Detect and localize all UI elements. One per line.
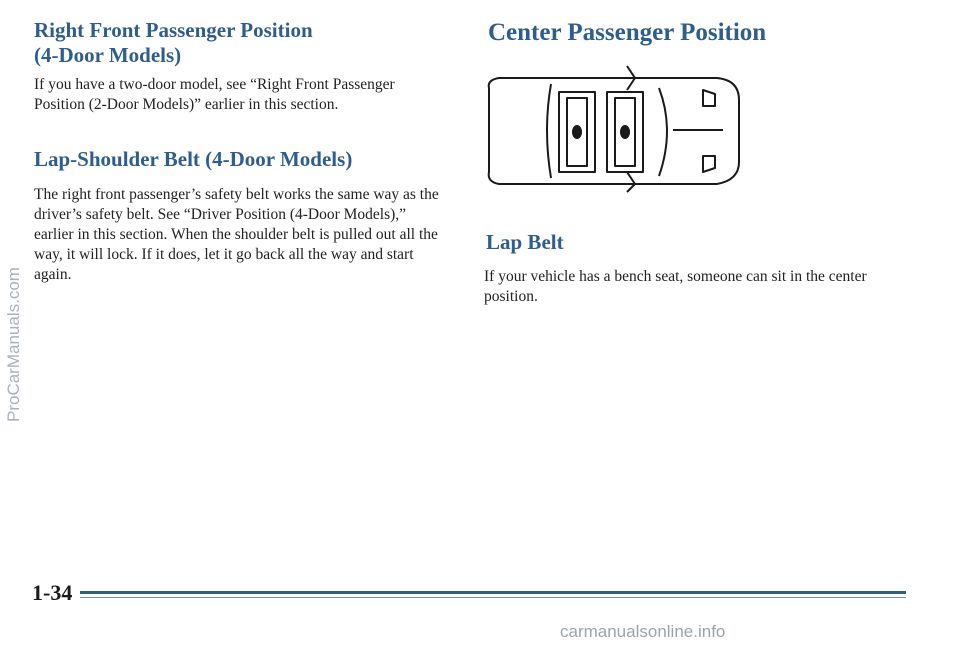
lap-belt-paragraph: If your vehicle has a bench seat, someone can sit in the center position.: [484, 268, 867, 305]
right-front-heading: [34, 18, 434, 68]
lap-shoulder-heading: Lap-Shoulder Belt (4-Door Models): [34, 147, 353, 171]
lap-belt-heading: Lap Belt: [486, 230, 564, 254]
right-front-heading-line2: (4-Door Models): [34, 43, 182, 67]
car-top-view-center-seat-icon: [477, 60, 747, 196]
center-passenger-heading: Center Passenger Position: [488, 19, 767, 46]
footer-rule: [80, 591, 906, 594]
side-watermark: ProCarManuals.com: [4, 267, 23, 423]
right-front-paragraph: If you have a two-door model, see “Right Front Passenger Position (2-Door Models)” earlier in this section.: [34, 76, 395, 113]
page-number: 1-34: [32, 580, 73, 605]
lap-shoulder-paragraph: The right front passenger’s safety belt works the same way as the driver’s safety belt. See “Driver Position (4-Door Models),” earlier in this section. When the shoulder belt is pulled out all the way, it will lock. If it does, let it go back all the way and start again.: [34, 186, 439, 283]
footer-rule-thin: [80, 597, 906, 598]
footer-site-watermark: carmanualsonline.info: [560, 622, 726, 641]
right-front-heading-line1: Right Front Passenger Position: [34, 18, 313, 42]
